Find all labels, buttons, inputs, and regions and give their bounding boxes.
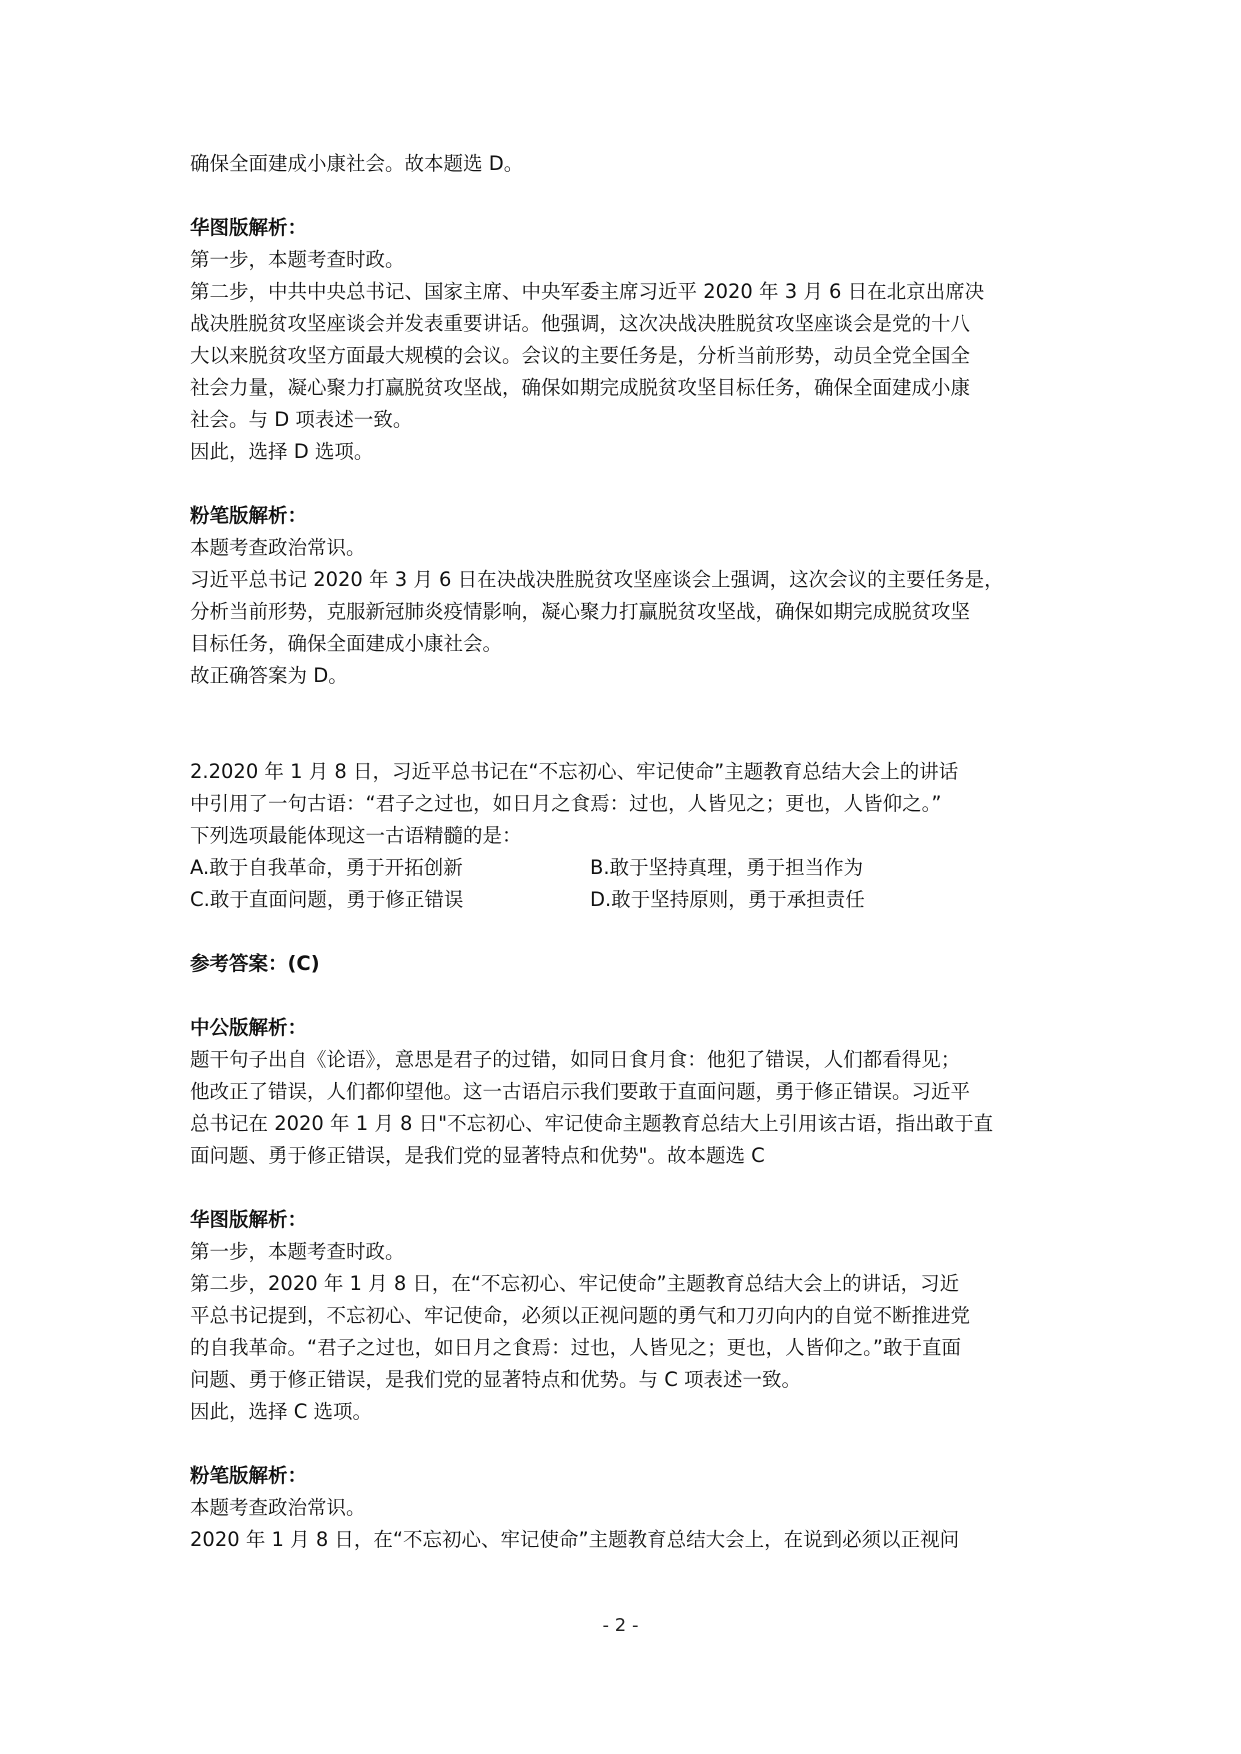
q1-huatu-line: 第一步，本题考查时政。 xyxy=(190,248,405,271)
document-page xyxy=(190,148,1070,1556)
q2-stem-line: 中引用了一句古语：“君子之过也，如日月之食焉：过也，人皆见之；更也，人皆仰之。” xyxy=(190,792,942,815)
q2-option-a: A.敢于自我革命，勇于开拓创新 xyxy=(190,856,463,879)
q2-zhonggong-line: 他改正了错误，人们都仰望他。这一古语启示我们要敢于直面问题，勇于修正错误。习近平 xyxy=(190,1080,971,1103)
q2-option-c: C.敢于直面问题，勇于修正错误 xyxy=(190,888,464,911)
q2-huatu-line: 第一步，本题考查时政。 xyxy=(190,1240,405,1263)
intro-line: 确保全面建成小康社会。故本题选 D。 xyxy=(190,152,524,175)
q2-huatu-line: 平总书记提到，不忘初心、牢记使命，必须以正视问题的勇气和刀刃向内的自觉不断推进党 xyxy=(190,1304,971,1327)
q2-zhonggong-line: 面问题、勇于修正错误，是我们党的显著特点和优势"。故本题选 C xyxy=(190,1144,765,1167)
q2-huatu-line: 因此，选择 C 选项。 xyxy=(190,1400,373,1423)
q2-stem-line: 2.2020 年 1 月 8 日，习近平总书记在“不忘初心、牢记使命”主题教育总结大会上的讲话 xyxy=(190,760,959,783)
q2-huatu-line: 第二步，2020 年 1 月 8 日，在“不忘初心、牢记使命”主题教育总结大会上的讲话，习近 xyxy=(190,1272,960,1295)
q1-fenbi-heading: 粉笔版解析： xyxy=(190,504,308,527)
q2-huatu-heading: 华图版解析： xyxy=(190,1208,308,1231)
q2-zhonggong-heading: 中公版解析： xyxy=(190,1016,308,1039)
q2-answer: 参考答案：(C) xyxy=(190,952,320,975)
q1-huatu-line: 社会。与 D 项表述一致。 xyxy=(190,408,413,431)
q1-huatu-heading: 华图版解析： xyxy=(190,216,308,239)
q1-fenbi-line: 本题考查政治常识。 xyxy=(190,536,366,559)
q2-option-b: B.敢于坚持真理，勇于担当作为 xyxy=(590,856,864,879)
q2-zhonggong-line: 题干句子出自《论语》，意思是君子的过错，如同日食月食：他犯了错误，人们都看得见； xyxy=(190,1048,961,1071)
q2-stem-line: 下列选项最能体现这一古语精髓的是： xyxy=(190,824,522,847)
q1-fenbi-line: 习近平总书记 2020 年 3 月 6 日在决战决胜脱贫攻坚座谈会上强调，这次会议的主要任务是， xyxy=(190,568,1004,591)
q1-huatu-line: 社会力量，凝心聚力打赢脱贫攻坚战，确保如期完成脱贫攻坚目标任务，确保全面建成小康 xyxy=(190,376,971,399)
q1-huatu-line: 第二步，中共中央总书记、国家主席、中央军委主席习近平 2020 年 3 月 6 日在北京出席决 xyxy=(190,280,985,303)
q2-fenbi-heading: 粉笔版解析： xyxy=(190,1464,308,1487)
q2-options xyxy=(190,852,1070,916)
q1-huatu-line: 战决胜脱贫攻坚座谈会并发表重要讲话。他强调，这次决战决胜脱贫攻坚座谈会是党的十八 xyxy=(190,312,971,335)
q1-huatu-line: 大以来脱贫攻坚方面最大规模的会议。会议的主要任务是，分析当前形势，动员全党全国全 xyxy=(190,344,971,367)
q1-fenbi-line: 故正确答案为 D。 xyxy=(190,664,348,687)
q2-fenbi-line: 2020 年 1 月 8 日，在“不忘初心、牢记使命”主题教育总结大会上，在说到必须以正视问 xyxy=(190,1528,960,1551)
q2-huatu-line: 的自我革命。“君子之过也，如日月之食焉：过也，人皆见之；更也，人皆仰之。”敢于直面 xyxy=(190,1336,961,1359)
q2-fenbi-line: 本题考查政治常识。 xyxy=(190,1496,366,1519)
q1-fenbi-line: 目标任务，确保全面建成小康社会。 xyxy=(190,632,503,655)
page-number: - 2 - xyxy=(602,1615,639,1636)
q2-zhonggong-line: 总书记在 2020 年 1 月 8 日"不忘初心、牢记使命主题教育总结大上引用该古语，指出敢于直 xyxy=(190,1112,994,1135)
q2-option-d: D.敢于坚持原则，勇于承担责任 xyxy=(590,888,865,911)
q1-huatu-line: 因此，选择 D 选项。 xyxy=(190,440,374,463)
q2-huatu-line: 问题、勇于修正错误，是我们党的显著特点和优势。与 C 项表述一致。 xyxy=(190,1368,802,1391)
q1-fenbi-line: 分析当前形势，克服新冠肺炎疫情影响，凝心聚力打赢脱贫攻坚战，确保如期完成脱贫攻坚 xyxy=(190,600,971,623)
